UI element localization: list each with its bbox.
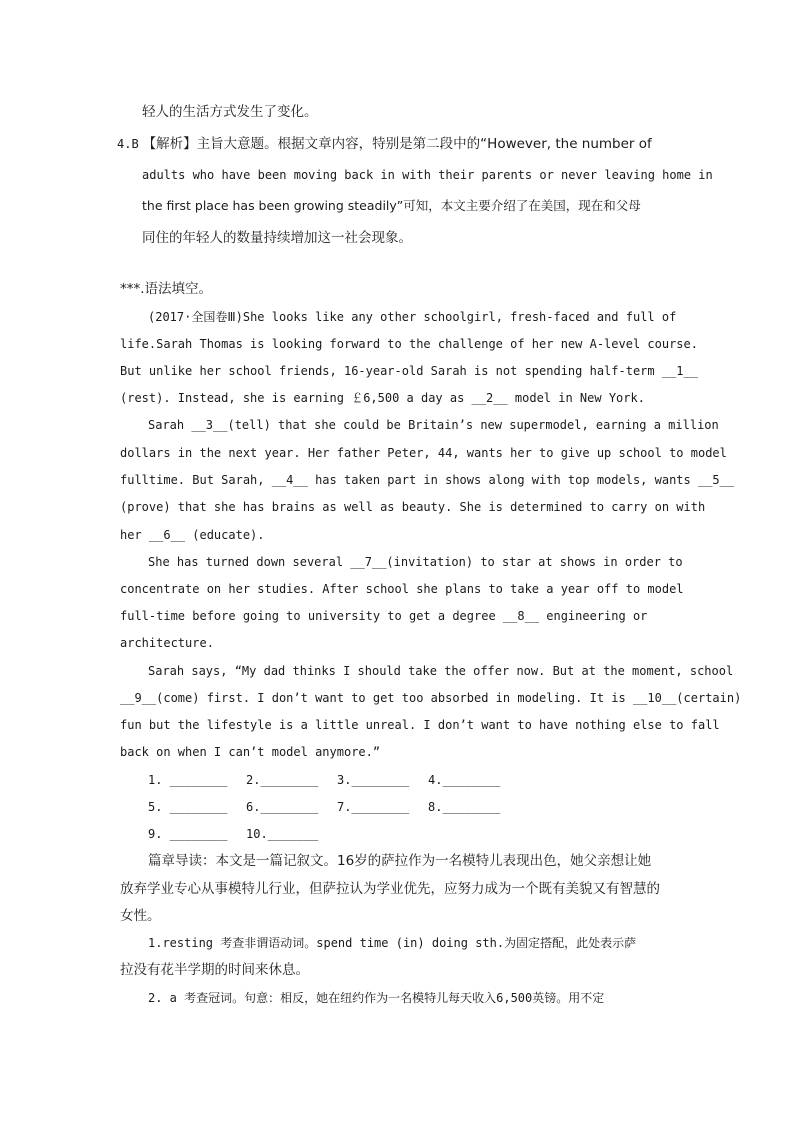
passage-p1-line: (2017·全国卷Ⅲ)She looks like any other schoolgirl, fresh-faced and full of [148,310,677,324]
answer-blank-9: 9. ________ [148,827,228,841]
answer-blank-4: 4.________ [428,773,501,787]
q4-text: 主旨大意题。根据文章内容，特别是第二段中的“However, the number of [196,136,652,152]
answer-blank-5: 5. ________ [148,800,228,814]
analysis-intro-line: 篇章导读：本文是一篇记叙文。16岁的萨拉作为一名模特儿表现出色，她父亲想让她 [148,853,652,869]
passage-p4-line: Sarah says, “My dad thinks I should take the offer now. But at the moment, school [148,664,734,678]
answer-blank-8: 8.________ [428,800,501,814]
passage-p3-line: full-time before going to university to get a degree __8__ engineering or [120,609,648,623]
analysis-intro-line: 女性。 [120,908,161,924]
answer-blank-10: 10._______ [246,827,319,841]
passage-p4-line: fun but the lifestyle is a little unreal. I don’t want to have nothing else to fall [120,718,720,732]
passage-p1-line: But unlike her school friends, 16-year-old Sarah is not spending half-term __1__ [120,364,698,378]
analysis-answer-1-cont: 拉没有花半学期的时间来休息。 [120,962,309,978]
analysis-answer-2: 2. a 考查冠词。句意：相反，她在纽约作为一名模特儿每天收入6,500英镑。用不定 [148,991,605,1005]
passage-p4-line: back on when I can’t model anymore.” [120,745,381,759]
answer-blank-3: 3.________ [337,773,410,787]
passage-p2-line: her __6__ (educate). [120,528,265,542]
answer-blank-7: 7.________ [337,800,410,814]
passage-p2-line: Sarah __3__(tell) that she could be Britain’s new supermodel, earning a million [148,418,719,432]
passage-p3-line: She has turned down several __7__(invitation) to star at shows in order to [148,555,683,569]
passage-p3-line: concentrate on her studies. After school she plans to take a year off to model [120,582,684,596]
answer-blank-1: 1. ________ [148,773,228,787]
q4-number: 4.B [117,137,139,151]
q4-line-4: 同住的年轻人的数量持续增加这一社会现象。 [142,230,412,246]
passage-p4-line: __9__(come) first. I don’t want to get too absorbed in modeling. It is __10__(certain) [120,691,742,705]
passage-p1-line: (rest). Instead, she is earning ￡6,500 a day as __2__ model in New York. [120,391,645,405]
passage-p2-line: fulltime. But Sarah, __4__ has taken part in shows along with top models, wants __5__ [120,473,735,487]
q4-answer-line [117,136,652,152]
q4-line-2: adults who have been moving back in with their parents or never leaving home in [142,168,713,182]
passage-p3-line: architecture. [120,636,214,650]
section-heading: ***.语法填空。 [120,281,213,297]
analysis-answer-1: 1.resting 考查非谓语动词。spend time (in) doing sth.为固定搭配，此处表示萨 [148,936,637,950]
q4-tag: 【解析】 [142,136,197,152]
answer-blank-6: 6.________ [246,800,319,814]
analysis-intro-line: 放弃学业专心从事模特儿行业，但萨拉认为学业优先，应努力成为一个既有美貌又有智慧的 [120,881,660,897]
prev-answer-tail: 轻人的生活方式发生了变化。 [142,104,318,120]
answer-blank-2: 2.________ [246,773,319,787]
passage-p2-line: dollars in the next year. Her father Peter, 44, wants her to give up school to model [120,446,727,460]
q4-line-3: the first place has been growing steadily”可知，本文主要介绍了在美国，现在和父母 [142,198,641,213]
passage-p2-line: (prove) that she has brains as well as beauty. She is determined to carry on with [120,500,706,514]
passage-p1-line: life.Sarah Thomas is looking forward to the challenge of her new A-level course. [120,337,698,351]
